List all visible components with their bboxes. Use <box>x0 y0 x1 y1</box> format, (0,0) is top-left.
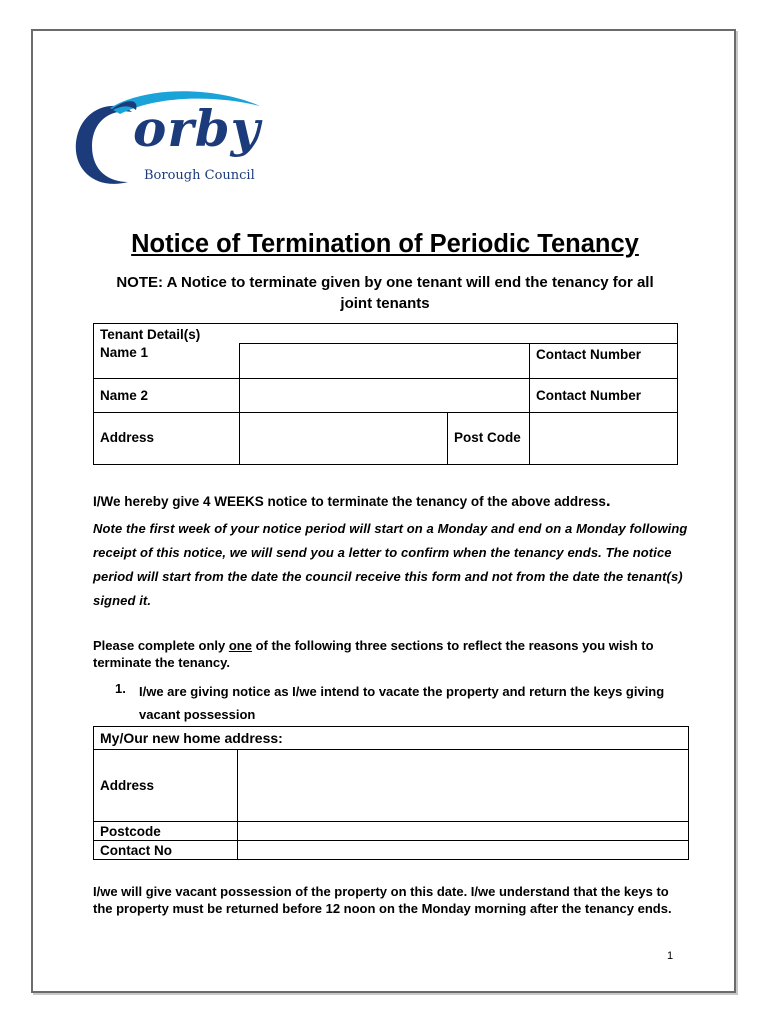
corby-logo <box>70 90 270 195</box>
name1-label: Name 1 <box>94 344 240 379</box>
contact-number-label-2: Contact Number <box>530 379 678 413</box>
name2-field[interactable] <box>240 379 530 413</box>
notice-period-note: Note the first week of your notice period will start on a Monday and end on a Monday following receipt of this notice, we will send you a letter to confirm when the tenancy ends. The notice period will start from the date the council receive this form and not from the date the tenant(s) signed it. <box>93 521 688 608</box>
address-label: Address <box>94 413 240 465</box>
tenant-details-table <box>93 323 678 465</box>
new-home-address-table <box>93 726 689 860</box>
vacant-possession-statement: I/we will give vacant possession of the property on this date. I/we understand that the keys to the property must be returned before 12 noon on the Monday morning after the tenancy ends. <box>93 884 672 916</box>
address-field[interactable] <box>240 413 448 465</box>
notice-statement: I/We hereby give 4 WEEKS notice to terminate the tenancy of the above address. <box>93 491 611 510</box>
joint-tenant-note: NOTE: A Notice to terminate given by one tenant will end the tenancy for all joint tenants <box>116 274 654 312</box>
section1-number: 1. <box>115 681 126 696</box>
name1-field[interactable] <box>240 344 530 379</box>
instructions: Please complete only one of the following three sections to reflect the reasons you wish to terminate the tenancy. <box>93 638 654 670</box>
logo-wordmark: orby <box>133 99 261 158</box>
logo-subtitle: Borough Council <box>144 168 255 183</box>
new-postcode-label: Postcode <box>94 822 238 841</box>
section1-text: I/we are giving notice as I/we intend to vacate the property and return the keys giving vacant possession <box>139 684 665 722</box>
page-number: 1 <box>667 950 674 962</box>
page-title: Notice of Termination of Periodic Tenancy <box>131 230 639 258</box>
new-contact-field[interactable] <box>238 841 689 860</box>
postcode-field[interactable] <box>530 413 678 465</box>
new-home-heading: My/Our new home address: <box>94 727 689 750</box>
new-address-field[interactable] <box>238 750 689 822</box>
new-contact-label: Contact No <box>94 841 238 860</box>
contact-number-label-1: Contact Number <box>530 344 678 379</box>
new-address-label: Address <box>94 750 238 822</box>
postcode-label: Post Code <box>448 413 530 465</box>
tenant-details-heading: Tenant Detail(s) <box>94 324 678 344</box>
name2-label: Name 2 <box>94 379 240 413</box>
new-postcode-field[interactable] <box>238 822 689 841</box>
